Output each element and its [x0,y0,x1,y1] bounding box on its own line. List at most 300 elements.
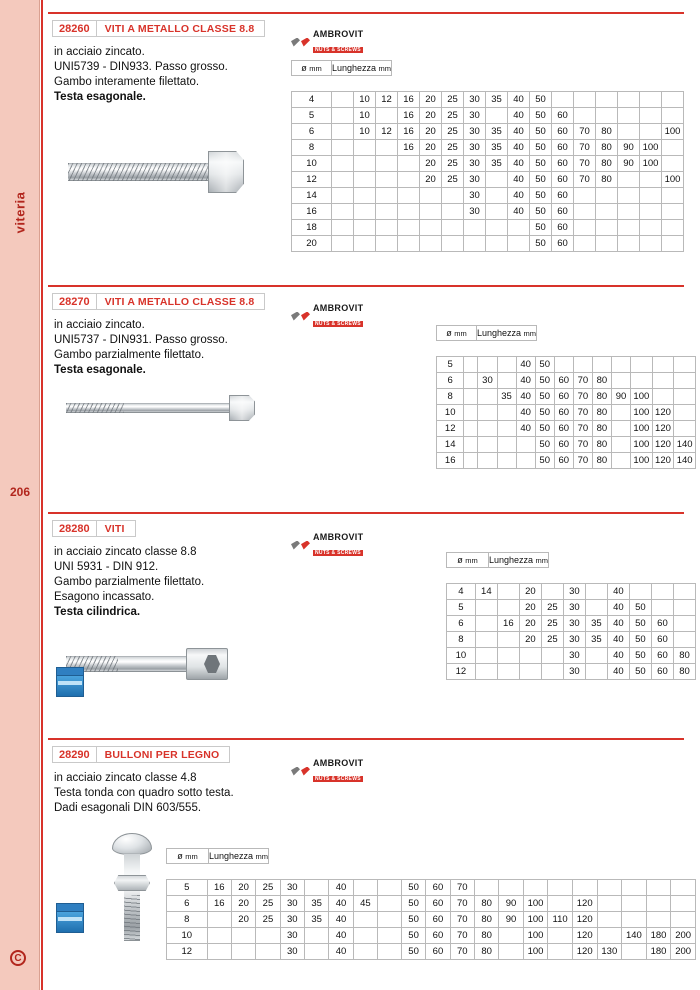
brand-tagline: NUTS & SCREWS [315,320,361,327]
spec-table-28270-header [436,325,537,341]
cell-length: 60 [552,220,574,236]
cell-length: 20 [519,600,541,616]
brand-name: AMBROVIT [313,757,364,768]
product-header [52,293,265,310]
cell-length: 20 [231,896,255,912]
cell-length: 30 [563,600,585,616]
cell-length [464,437,478,453]
cell-length [378,944,402,960]
cell-length [611,373,630,389]
description-line: Gambo parzialmente filettato. [54,349,205,361]
section-divider [48,12,684,14]
cell-length [499,928,523,944]
cell-length [332,172,354,188]
cell-length [574,108,596,124]
cell-diameter: 6 [292,124,332,140]
cell-length: 30 [280,912,304,928]
product-image-hex-bolt-full [68,145,268,205]
table-row [292,108,684,124]
cell-length: 40 [607,632,629,648]
cell-length: 16 [398,124,420,140]
cell-length: 25 [256,896,280,912]
cell-length [332,92,354,108]
cell-length [442,204,464,220]
cell-length: 30 [563,632,585,648]
cell-length: 120 [652,453,674,469]
cell-length [548,880,573,896]
cell-length: 40 [607,584,629,600]
cell-length: 40 [329,880,353,896]
cell-length [671,880,696,896]
cell-length [398,172,420,188]
cell-length: 25 [442,156,464,172]
cell-length: 40 [508,124,530,140]
spec-table-28270-body [436,356,696,469]
cell-length: 35 [304,912,328,928]
table-row [447,632,696,648]
cell-length: 25 [442,92,464,108]
cell-length [618,172,640,188]
cell-length [304,944,328,960]
table-row [447,584,696,600]
cell-length: 90 [618,140,640,156]
cell-diameter: 6 [167,896,208,912]
cell-length [674,405,696,421]
cell-length: 80 [596,140,618,156]
cell-length [640,220,662,236]
brand-name: AMBROVIT [313,302,364,313]
cell-length: 25 [256,912,280,928]
cell-length: 80 [474,896,498,912]
cell-length: 16 [497,616,519,632]
cell-diameter: 6 [437,373,464,389]
cell-length [622,944,647,960]
brand-name: AMBROVIT [313,28,364,39]
cell-length [519,664,541,680]
table-row [447,648,696,664]
cell-length: 60 [554,389,573,405]
cell-length: 50 [535,373,554,389]
cell-length [497,600,519,616]
cell-length: 110 [548,912,573,928]
col-header-diameter: ø mm [437,326,477,341]
table-row [167,928,696,944]
cell-length: 100 [631,453,653,469]
cell-length: 70 [450,944,474,960]
cell-length: 50 [530,92,552,108]
cell-length: 30 [464,108,486,124]
cell-length: 60 [426,944,450,960]
cell-length [574,92,596,108]
cell-length: 16 [207,896,231,912]
cell-length: 20 [519,616,541,632]
cell-length: 50 [530,172,552,188]
cell-length: 70 [574,140,596,156]
cell-length [597,928,622,944]
description-line: UNI 5931 - DIN 912. [54,561,159,573]
cell-length [597,896,622,912]
cell-length: 50 [629,664,651,680]
cell-length [353,912,377,928]
cell-length: 70 [574,172,596,188]
description-line: in acciaio zincato. [54,46,145,58]
cell-length: 60 [552,156,574,172]
cell-length: 50 [535,453,554,469]
cell-length: 60 [426,880,450,896]
description-bold-line: Testa esagonale. [54,91,146,103]
cell-length: 80 [592,405,611,421]
cell-length: 100 [662,124,684,140]
description-line: Testa tonda con quadro sotto testa. [54,787,234,799]
cell-length: 70 [573,437,592,453]
spec-table-28290-body [166,879,696,960]
cell-length [376,236,398,252]
cell-length [354,156,376,172]
cell-length: 80 [592,437,611,453]
table-row [292,140,684,156]
cell-length [640,124,662,140]
cell-length [378,880,402,896]
cell-length [378,928,402,944]
cell-length: 90 [611,389,630,405]
cell-length [674,421,696,437]
cell-length: 20 [231,880,255,896]
spec-table-28280-body [446,583,696,680]
cell-length [674,373,696,389]
section-divider [48,738,684,740]
cell-length [652,373,674,389]
cell-length [378,912,402,928]
cell-length [332,220,354,236]
table-row [292,156,684,172]
cell-length [478,453,497,469]
cell-length [548,944,573,960]
cell-length: 200 [671,928,696,944]
table-row [167,896,696,912]
cell-length: 140 [674,453,696,469]
cell-length [662,236,684,252]
cell-length [585,664,607,680]
cell-length [256,928,280,944]
product-code: 28290 [52,746,97,763]
catalog-content [48,0,700,990]
table-row [437,405,696,421]
cell-length: 100 [523,896,548,912]
cell-length: 100 [662,172,684,188]
packaging-box-icon [56,903,84,933]
description-line: in acciaio zincato classe 4.8 [54,772,197,784]
cell-length: 80 [592,453,611,469]
cell-length [548,928,573,944]
cell-length: 50 [629,632,651,648]
cell-length [674,357,696,373]
cell-length: 50 [535,405,554,421]
cell-length: 80 [596,156,618,172]
cell-length [376,204,398,220]
cell-length: 50 [629,600,651,616]
ambrovit-glyph-icon [291,312,310,321]
product-title: BULLONI PER LEGNO [97,746,231,763]
cell-length: 60 [552,108,574,124]
cell-length: 40 [516,405,535,421]
cell-length [497,648,519,664]
cell-length [662,92,684,108]
cell-length: 120 [652,421,674,437]
cell-diameter: 14 [437,437,464,453]
cell-length [497,584,519,600]
cell-length: 80 [592,389,611,405]
cell-length [673,600,695,616]
cell-length [574,220,596,236]
cell-diameter: 8 [437,389,464,405]
cell-length: 50 [535,357,554,373]
cell-length [207,928,231,944]
product-code: 28260 [52,20,97,37]
product-title: VITI [97,520,136,537]
cell-length [442,236,464,252]
cell-length [497,373,516,389]
cell-length: 100 [631,389,653,405]
table-row [292,92,684,108]
category-label: viteria [12,191,28,234]
cell-length [398,220,420,236]
col-header-diameter: ø mm [447,553,489,568]
cell-length: 50 [535,389,554,405]
product-description [54,545,204,620]
cell-length: 40 [329,896,353,912]
cell-length: 30 [563,584,585,600]
cell-length [508,220,530,236]
cell-length: 130 [597,944,622,960]
cell-length: 30 [464,172,486,188]
cell-length [622,880,647,896]
cell-length: 120 [572,912,597,928]
description-line: UNI5739 - DIN933. Passo grosso. [54,61,228,73]
cell-length: 60 [651,616,673,632]
cell-length: 40 [516,357,535,373]
cell-diameter: 5 [437,357,464,373]
cell-diameter: 5 [447,600,476,616]
spec-table-28260-body [291,91,684,252]
spec-table-28280-header [446,552,549,568]
cell-length [442,220,464,236]
table-row [437,421,696,437]
cell-diameter: 10 [292,156,332,172]
cell-length [464,453,478,469]
cell-length: 60 [651,648,673,664]
cell-length: 50 [629,616,651,632]
cell-length: 12 [376,92,398,108]
cell-length: 20 [519,584,541,600]
cell-length: 50 [535,421,554,437]
description-line: UNI5737 - DIN931. Passo grosso. [54,334,228,346]
table-row [447,616,696,632]
cell-length [478,437,497,453]
cell-length [475,600,497,616]
cell-length [376,108,398,124]
product-image-hex-bolt-partial [66,390,276,430]
cell-length: 50 [401,896,425,912]
cell-length [353,944,377,960]
cell-length [354,172,376,188]
product-header [52,20,265,37]
cell-length [304,928,328,944]
product-header [52,746,230,763]
cell-length [618,124,640,140]
table-row [447,600,696,616]
corner-logo-icon: C [10,950,26,966]
cell-length: 30 [563,664,585,680]
cell-length [497,664,519,680]
cell-diameter: 5 [292,108,332,124]
cell-length [631,373,653,389]
cell-length [231,944,255,960]
ambrovit-logo [291,757,377,782]
table-row [167,912,696,928]
cell-length: 40 [607,648,629,664]
cell-length: 40 [508,188,530,204]
description-line: Gambo parzialmente filettato. [54,576,205,588]
cell-length [486,108,508,124]
cell-length: 200 [671,944,696,960]
cell-length: 140 [674,437,696,453]
cell-diameter: 8 [167,912,208,928]
cell-length [376,220,398,236]
cell-length [256,944,280,960]
cell-length: 60 [651,664,673,680]
cell-length [497,357,516,373]
cell-length [464,405,478,421]
cell-length [398,204,420,220]
cell-length: 70 [450,896,474,912]
cell-length [671,912,696,928]
description-line: Gambo interamente filettato. [54,76,200,88]
cell-length: 40 [607,664,629,680]
cell-length [499,880,523,896]
cell-length: 10 [354,124,376,140]
cell-length: 50 [530,188,552,204]
cell-length: 35 [304,896,328,912]
cell-length [652,357,674,373]
cell-length: 35 [585,616,607,632]
cell-length: 60 [426,928,450,944]
cell-length: 50 [629,648,651,664]
cell-length [673,632,695,648]
cell-length: 70 [574,124,596,140]
cell-length: 12 [376,124,398,140]
cell-length [552,92,574,108]
table-row [437,437,696,453]
cell-length [618,92,640,108]
spec-table-28260 [291,60,392,76]
cell-length: 25 [541,616,563,632]
cell-length [464,389,478,405]
cell-length: 20 [519,632,541,648]
cell-length [464,236,486,252]
cell-length: 60 [552,172,574,188]
cell-length [646,880,671,896]
cell-length [332,140,354,156]
cell-length: 30 [478,373,497,389]
cell-length [554,357,573,373]
cell-diameter: 20 [292,236,332,252]
cell-length: 50 [530,204,552,220]
cell-length: 20 [420,92,442,108]
cell-length: 100 [523,928,548,944]
ambrovit-logo [291,302,377,327]
packaging-box-icon [56,667,84,697]
cell-length [497,632,519,648]
table-row [292,204,684,220]
cell-length [662,108,684,124]
brand-tagline: NUTS & SCREWS [315,46,361,53]
cell-diameter: 4 [292,92,332,108]
table-row [292,220,684,236]
cell-length [651,600,673,616]
vertical-red-rule [41,0,43,990]
cell-length: 16 [398,108,420,124]
cell-length [486,236,508,252]
cell-length [662,220,684,236]
cell-length: 100 [631,421,653,437]
ambrovit-logo [291,531,377,556]
cell-length: 50 [535,437,554,453]
cell-length: 30 [280,928,304,944]
table-row [292,124,684,140]
cell-length [662,204,684,220]
cell-length [597,880,622,896]
cell-length [640,172,662,188]
page-number: 206 [9,485,31,499]
cell-length [574,204,596,220]
product-title: VITI A METALLO CLASSE 8.8 [97,293,266,310]
cell-length: 140 [622,928,647,944]
product-title: VITI A METALLO CLASSE 8.8 [97,20,266,37]
cell-length: 50 [401,928,425,944]
cell-length [516,453,535,469]
cell-length: 50 [401,944,425,960]
cell-length: 80 [474,928,498,944]
col-header-length: Lunghezza mm [477,326,537,341]
cell-length: 30 [464,92,486,108]
cell-length [596,220,618,236]
cell-length [354,204,376,220]
cell-length: 90 [499,896,523,912]
cell-length: 10 [354,92,376,108]
col-header-length: Lunghezza mm [209,849,269,864]
cell-length: 25 [541,632,563,648]
cell-length [611,405,630,421]
cell-length: 35 [486,124,508,140]
cell-length: 40 [516,389,535,405]
cell-length: 60 [554,405,573,421]
cell-length [486,188,508,204]
ambrovit-logo [291,28,377,53]
cell-length: 80 [596,124,618,140]
description-line: Esagono incassato. [54,591,155,603]
product-description [54,318,228,378]
cell-length: 30 [280,944,304,960]
cell-length: 60 [426,896,450,912]
cell-length: 20 [420,124,442,140]
cell-length [596,108,618,124]
cell-length [497,421,516,437]
cell-length [574,188,596,204]
cell-length [673,616,695,632]
cell-length: 70 [573,373,592,389]
cell-length [631,357,653,373]
cell-length [207,912,231,928]
